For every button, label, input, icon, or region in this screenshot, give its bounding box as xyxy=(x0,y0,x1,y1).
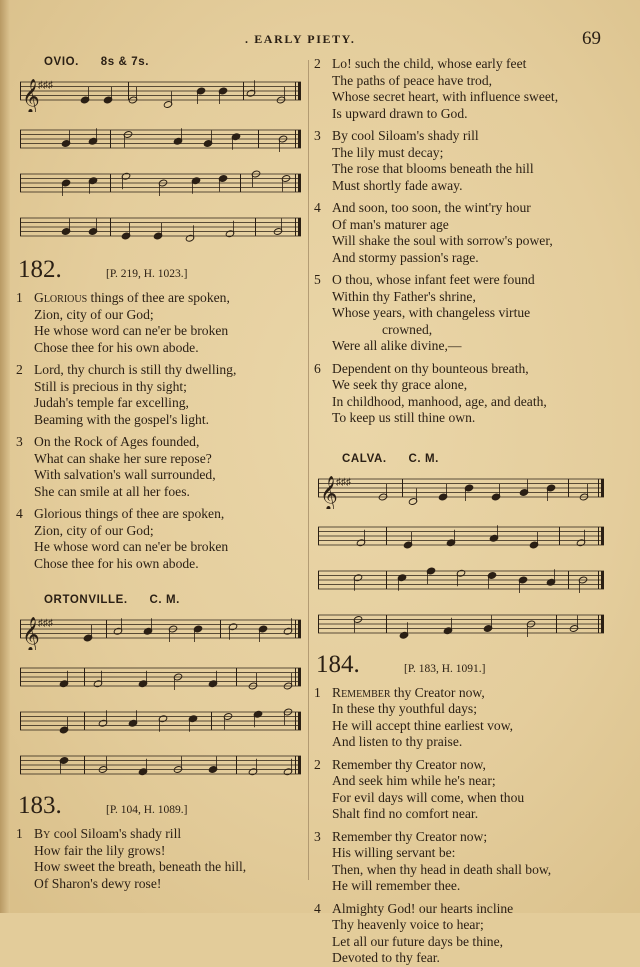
verse-line: crowned, xyxy=(382,321,433,337)
music-staff xyxy=(316,469,606,509)
music-score-ortonville xyxy=(16,610,306,790)
key-signature-sharps-icon: ♯♯♯ xyxy=(38,80,53,91)
verse-line: Whose years, with changeless virtue xyxy=(332,305,531,320)
verse-line: How sweet the breath, beneath the hill, xyxy=(34,859,247,874)
hymn-184-verses xyxy=(314,685,624,967)
verse-line: The paths of peace have trod, xyxy=(332,72,493,88)
verse-number: 1 xyxy=(314,684,321,700)
verse-number: 4 xyxy=(16,506,23,521)
verse-line: She can smile at all her foes. xyxy=(34,483,190,499)
verse-line: Judah's temple far excelling, xyxy=(34,395,189,410)
page-gutter-edge xyxy=(0,0,10,913)
hymn-number: 182. xyxy=(18,256,62,283)
hymn-183-verses xyxy=(16,826,306,892)
verse-line: 1 By cool Siloam's shady rill xyxy=(16,826,182,841)
tune-title-calva xyxy=(342,453,624,469)
verse-line: 2 Lord, thy church is still thy dwelling, xyxy=(16,362,237,377)
treble-clef-icon: 𝄞 xyxy=(22,618,40,650)
music-staff xyxy=(18,208,303,248)
verse-line: And stormy passion's rage. xyxy=(332,249,479,265)
key-signature-sharps-icon: ♯♯♯ xyxy=(38,618,53,629)
treble-clef-icon: 𝄞 xyxy=(320,476,338,509)
verse-line: Devoted to thy fear. xyxy=(332,950,440,965)
verse-line: The lily must decay; xyxy=(332,144,444,160)
verse-number: 2 xyxy=(16,362,23,377)
verse-2 xyxy=(314,56,624,122)
tune-title-ovio xyxy=(44,56,306,72)
hymn-number: 183. xyxy=(18,792,62,819)
verse-2 xyxy=(314,757,624,823)
music-score-ovio xyxy=(16,72,306,252)
tune-title-ortonville xyxy=(44,594,306,610)
verse-line: The rose that blooms beneath the hill xyxy=(332,161,534,176)
verse-line: 1 Glorious things of thee are spoken, xyxy=(16,290,230,305)
page-header xyxy=(0,28,640,48)
verse-2 xyxy=(16,362,306,428)
verse-line: Shalt find no comfort near. xyxy=(332,806,479,821)
verse-line: In these thy youthful days; xyxy=(332,701,477,716)
tune-meter: C. M. xyxy=(149,594,180,606)
verse-line: He whose word can ne'er be broken xyxy=(34,539,229,554)
music-score-calva xyxy=(314,469,624,649)
verse-line: In childhood, manhood, age, and death, xyxy=(332,393,547,409)
verse-number: 3 xyxy=(314,828,321,844)
music-staff xyxy=(18,702,303,742)
hymn-182-verses xyxy=(16,290,306,572)
verse-6 xyxy=(314,361,624,427)
verse-4 xyxy=(314,200,624,266)
verse-number: 2 xyxy=(314,56,321,71)
music-staff xyxy=(316,517,606,557)
verse-line: 5 O thou, whose infant feet were found xyxy=(314,272,535,287)
verse-line: 6 Dependent on thy bounteous breath, xyxy=(314,360,529,376)
verse-line: 2 Lo! such the child, whose early feet xyxy=(314,56,527,71)
key-signature-sharps-icon: ♯♯♯ xyxy=(336,476,351,488)
column-divider xyxy=(308,60,309,880)
tune-name: ORTONVILLE. xyxy=(44,594,128,606)
verse-number: 6 xyxy=(314,360,321,376)
verse-line: We seek thy grace alone, xyxy=(332,377,468,392)
hymn-182-heading xyxy=(16,256,306,284)
music-staff xyxy=(18,658,303,698)
verse-5 xyxy=(314,272,624,355)
right-column xyxy=(314,56,624,967)
verse-line: And listen to thy praise. xyxy=(332,734,463,749)
verse-line: How fair the lily grows! xyxy=(34,842,166,858)
verse-line: 3 Remember thy Creator now; xyxy=(314,828,488,844)
verse-line: 4 And soon, too soon, the wint'ry hour xyxy=(314,200,531,215)
hymn-183-heading xyxy=(16,792,306,820)
verse-line: Beaming with the gospel's light. xyxy=(34,411,209,427)
verse-3 xyxy=(314,128,624,194)
tune-name: OVIO. xyxy=(44,56,79,68)
verse-line: 4 Almighty God! our hearts incline xyxy=(314,900,514,916)
verse-4 xyxy=(314,901,624,967)
verse-1 xyxy=(314,685,624,751)
hymn-reference: [P. 219, H. 1023.] xyxy=(106,268,188,280)
verse-number: 1 xyxy=(16,826,23,841)
music-staff xyxy=(316,561,606,601)
hymn-184-heading xyxy=(314,651,624,679)
treble-clef-icon: 𝄞 xyxy=(22,80,40,112)
verse-number: 1 xyxy=(16,290,23,305)
verse-line: Thy heavenly voice to hear; xyxy=(332,917,484,932)
verse-line: He will remember thee. xyxy=(332,878,461,893)
verse-3 xyxy=(16,434,306,500)
verse-line: With salvation's wall surrounded, xyxy=(34,467,216,482)
verse-line: Is upward drawn to God. xyxy=(332,105,468,121)
verse-number: 2 xyxy=(314,756,321,772)
hymn-number: 184. xyxy=(316,650,360,678)
verse-number: 3 xyxy=(16,434,23,449)
verse-line: Then, when thy head in death shall bow, xyxy=(332,861,552,877)
verse-line: Of man's maturer age xyxy=(332,216,449,232)
verse-line: And seek him while he's near; xyxy=(332,773,496,788)
verse-line: Zion, city of our God; xyxy=(34,522,154,538)
music-staff xyxy=(316,605,606,645)
hymn-reference: [P. 104, H. 1089.] xyxy=(106,804,188,816)
verse-line: To keep us still thine own. xyxy=(332,410,476,425)
verse-line: Whose secret heart, with influence sweet, xyxy=(332,89,559,104)
left-column xyxy=(16,56,306,892)
tune-meter: C. M. xyxy=(408,452,439,465)
verse-line: Let all our future days be thine, xyxy=(332,933,503,949)
verse-1 xyxy=(16,826,306,892)
verse-line: He whose word can ne'er be broken xyxy=(34,323,229,338)
verse-line: Chose thee for his own abode. xyxy=(34,555,199,571)
verse-line: His willing servant be: xyxy=(332,845,456,860)
verse-3 xyxy=(314,829,624,895)
page-number: 69 xyxy=(582,28,601,49)
music-staff xyxy=(18,746,303,786)
hymn-183-continued-verses xyxy=(314,56,624,427)
music-staff xyxy=(18,610,303,650)
verse-line: Zion, city of our God; xyxy=(34,306,154,322)
music-staff xyxy=(18,120,303,160)
verse-line: Will shake the soul with sorrow's power, xyxy=(332,233,553,248)
verse-1 xyxy=(16,290,306,356)
verse-line: For evil days will come, when thou xyxy=(332,789,525,805)
verse-line: 3 On the Rock of Ages founded, xyxy=(16,434,200,449)
verse-line: Still is precious in thy sight; xyxy=(34,378,187,394)
verse-line: Must shortly fade away. xyxy=(332,177,463,193)
verse-number: 4 xyxy=(314,900,321,916)
verse-line: What can shake her sure repose? xyxy=(34,450,212,466)
verse-line: Were all alike divine,— xyxy=(332,338,462,353)
verse-line: 3 By cool Siloam's shady rill xyxy=(314,128,479,143)
tune-name: CALVA. xyxy=(342,452,387,465)
music-staff xyxy=(18,164,303,204)
verse-number: 5 xyxy=(314,272,321,287)
verse-line: Within thy Father's shrine, xyxy=(332,288,476,304)
hymn-reference: [P. 183, H. 1091.] xyxy=(404,662,486,675)
running-head: . EARLY PIETY. xyxy=(245,32,356,46)
verse-number: 3 xyxy=(314,128,321,143)
verse-line: He will accept thine earliest vow, xyxy=(332,717,514,733)
verse-4 xyxy=(16,506,306,572)
music-staff xyxy=(18,72,303,112)
verse-line: Chose thee for his own abode. xyxy=(34,339,199,355)
verse-number: 4 xyxy=(314,200,321,215)
tune-meter: 8s & 7s. xyxy=(100,56,150,68)
verse-line: 4 Glorious things of thee are spoken, xyxy=(16,506,225,521)
verse-line: 2 Remember thy Creator now, xyxy=(314,756,486,772)
verse-line: Of Sharon's dewy rose! xyxy=(34,875,162,891)
verse-line: 1 Remember thy Creator now, xyxy=(314,684,485,700)
